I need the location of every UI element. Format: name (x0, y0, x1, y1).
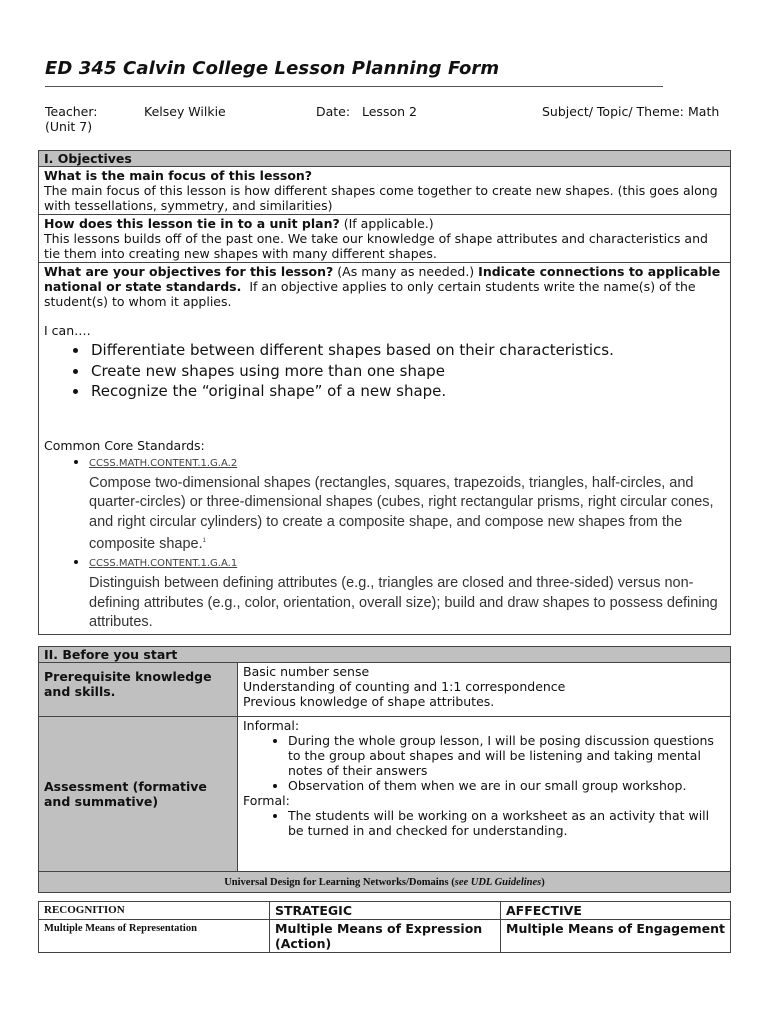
row-representation: Multiple Means of Representation (39, 920, 270, 953)
date-value: Lesson 2 (362, 104, 417, 119)
udl-col-strategic (270, 902, 501, 920)
udl-guidelines-link[interactable]: see UDL Guidelines (454, 876, 542, 888)
unit-plan-question-line (44, 216, 725, 231)
udl-col-affective (501, 902, 731, 920)
teacher-label: Teacher: (45, 104, 98, 119)
unit-plan-answer: This lessons builds off of the past one. We take our knowledge of shape attributes and characteristics and tie them into creating new shapes with many different shapes. (44, 231, 708, 261)
col-recognition-text: RECOGNITION (44, 904, 125, 916)
form-title: ED 345 Calvin College Lesson Planning Form (45, 58, 500, 79)
i-can-label: I can…. (44, 323, 91, 338)
objectives-question-line (44, 264, 725, 309)
informal-label: Informal: (243, 718, 300, 733)
col-affective-text: AFFECTIVE (506, 903, 582, 918)
informal-list (243, 733, 725, 793)
assessment-label: Assessment (formative and summative) (39, 717, 238, 872)
objective-item: • Recognize the “original shape” of a new shape. (89, 381, 725, 402)
objectives-instruction-rest: If an objective applies to only certain students write the name(s) of the student(s) to whom it applies. (44, 279, 696, 309)
udl-title: Universal Design for Learning Networks/Domains ( (224, 876, 455, 888)
prereq-line: Basic number sense (243, 664, 370, 679)
footnote-marker: 1 (202, 538, 206, 544)
unit-plan-question: How does this lesson tie in to a unit plan? (44, 216, 340, 231)
objectives-question: What are your objectives for this lesson? (44, 264, 334, 279)
standard-code-link[interactable]: CCSS.MATH.CONTENT.1.G.A.2 (89, 457, 238, 469)
assessment-cell (238, 717, 731, 872)
prereq-label: Prerequisite knowledge and skills. (39, 663, 238, 717)
main-focus-question: What is the main focus of this lesson? (44, 168, 313, 183)
main-focus-cell (39, 167, 731, 215)
date-label: Date: (316, 104, 351, 119)
udl-close: ) (541, 876, 545, 888)
udl-table (38, 901, 731, 953)
unit-plan-note: (If applicable.) (343, 216, 434, 231)
standards-list (44, 454, 725, 633)
col-strategic-text: STRATEGIC (275, 903, 353, 918)
unit-plan-cell (39, 215, 731, 263)
standard-text: Distinguish between defining attributes (e.g., triangles are closed and three-sided) versus non-defining attributes (e.g., color, orientation, overall size); build and draw shapes to possess defining attributes. (89, 575, 718, 631)
teacher-name: Kelsey Wilkie (144, 104, 226, 119)
unit-label: (Unit 7) (45, 119, 93, 134)
prereq-cell (238, 663, 731, 717)
formal-label: Formal: (243, 793, 290, 808)
udl-header (39, 872, 731, 893)
subject-label: Subject/ Topic/ Theme: (542, 104, 684, 119)
objectives-list (44, 340, 725, 402)
common-core-label: Common Core Standards: (44, 437, 205, 453)
standard-text-wrap (89, 474, 725, 555)
standard-text: Compose two-dimensional shapes (rectangles, squares, trapezoids, triangles, half-circles, and quarter-circles) or three-dimensional shapes (cubes, right rectangular prisms, right circular cones, and right circular cylinders) to create a composite shape, and compose new shapes from the composite shape. (89, 474, 714, 552)
informal-item: • Observation of them when we are in our small group workshop. (288, 778, 725, 793)
objectives-table (38, 150, 731, 635)
prereq-line: Previous knowledge of shape attributes. (243, 694, 495, 709)
formal-item: • The students will be working on a worksheet as an activity that will be turned in and checked for understanding. (288, 808, 725, 838)
standard-code-link[interactable]: CCSS.MATH.CONTENT.1.G.A.1 (89, 558, 238, 570)
formal-list (243, 808, 725, 838)
row-expression: Multiple Means of Expression (Action) (270, 920, 501, 953)
prereq-line: Understanding of counting and 1:1 correspondence (243, 679, 566, 694)
informal-item: • During the whole group lesson, I will be posing discussion questions to the group about shapes and will be listening and taking mental notes of their answers (288, 733, 725, 778)
objectives-note: (As many as needed.) (337, 264, 475, 279)
standard-item (89, 454, 725, 555)
udl-col-recognition (39, 902, 270, 920)
objective-item: • Differentiate between different shapes based on their characteristics. (89, 340, 725, 361)
main-focus-answer: The main focus of this lesson is how different shapes come together to create new shapes. (this goes along with tessellations, symmetry, and similarities) (44, 183, 718, 213)
row-engagement: Multiple Means of Engagement (501, 920, 731, 953)
before-you-start-table (38, 646, 731, 893)
objectives-cell (39, 263, 731, 635)
objective-item: • Create new shapes using more than one shape (89, 361, 725, 382)
objectives-standards-instruction: Indicate connections to applicable national or state standards. (44, 264, 721, 294)
before-header: II. Before you start (39, 647, 731, 663)
subject-value: Math (688, 104, 720, 119)
objectives-header: I. Objectives (39, 151, 731, 167)
title-divider (45, 86, 663, 87)
standard-item (89, 554, 725, 633)
